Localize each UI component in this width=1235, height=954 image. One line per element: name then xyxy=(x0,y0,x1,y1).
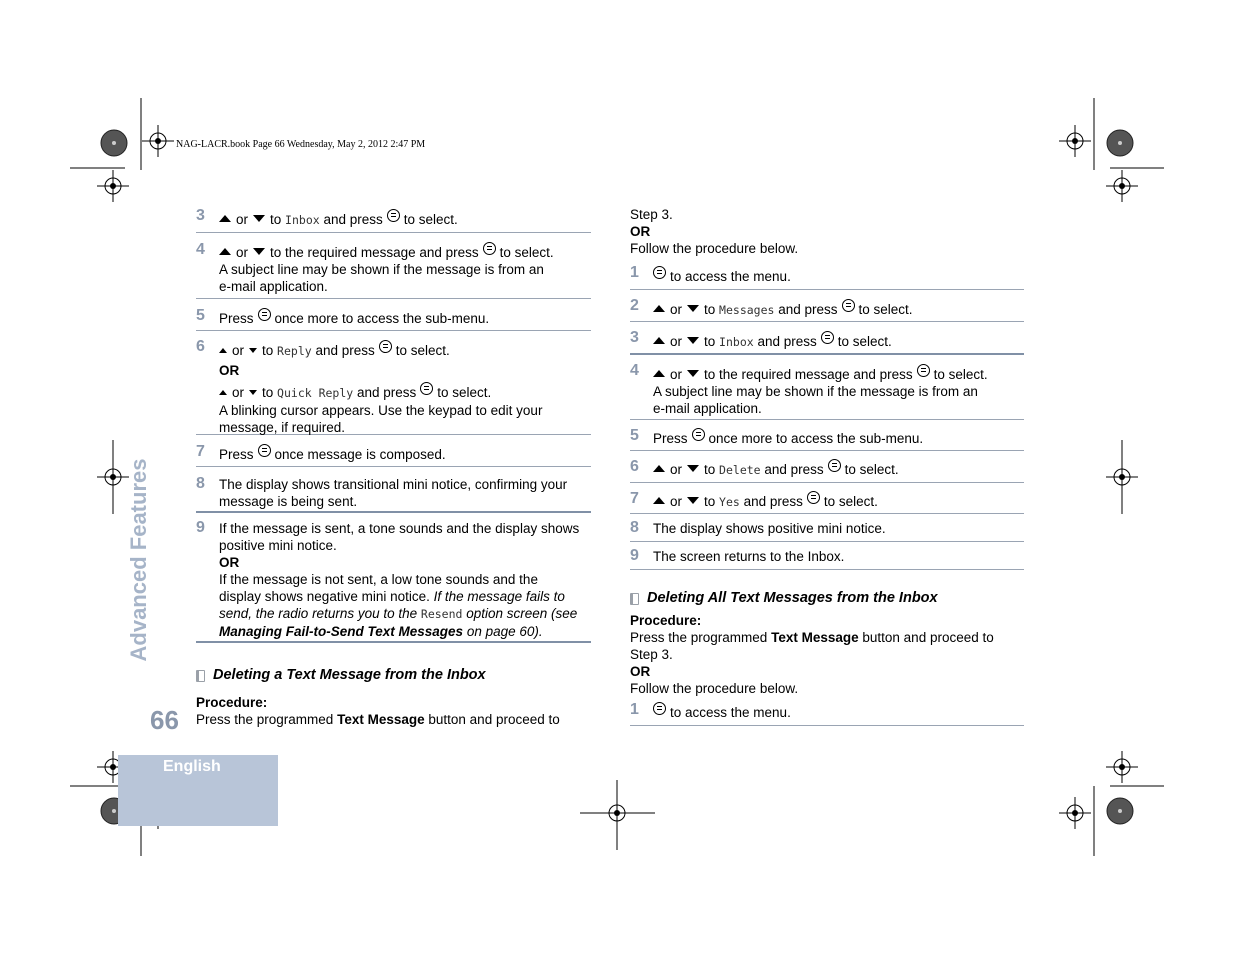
menu-ok-button-icon xyxy=(258,308,271,321)
procedure-text: Press the programmed Text Message button and proceed to xyxy=(196,712,560,727)
up-arrow-icon xyxy=(653,337,665,344)
menu-ok-button-icon xyxy=(483,242,496,255)
menu-ok-button-icon xyxy=(821,331,834,344)
menu-ok-button-icon xyxy=(653,702,666,715)
down-arrow-icon xyxy=(249,390,257,395)
up-arrow-icon xyxy=(653,305,665,312)
step-4: 4 or to the required message and press to select. A subject line may be shown if the message is from an e-mail application. xyxy=(630,355,1024,420)
menu-ok-button-icon xyxy=(258,444,271,457)
page-number: 66 xyxy=(150,705,179,735)
step-number: 8 xyxy=(196,475,205,492)
step-9: 9 The screen returns to the Inbox. xyxy=(630,542,1024,570)
cross-reference-link[interactable]: Managing Fail-to-Send Text Messages xyxy=(219,624,464,639)
step-1: 1 to access the menu. xyxy=(630,697,1024,726)
step-number: 7 xyxy=(196,443,205,460)
up-arrow-icon xyxy=(653,497,665,504)
step-2: 2 or to Messages and press to select. xyxy=(630,290,1024,322)
menu-ok-button-icon xyxy=(653,266,666,279)
up-arrow-icon xyxy=(219,348,227,353)
step-number: 4 xyxy=(630,362,639,379)
menu-ok-button-icon xyxy=(842,299,855,312)
menu-item: Yes xyxy=(719,495,740,509)
step-number: 8 xyxy=(630,519,639,536)
up-arrow-icon xyxy=(653,370,665,377)
down-arrow-icon xyxy=(253,215,265,222)
menu-item: Reply xyxy=(277,344,312,358)
menu-item: Resend xyxy=(420,607,463,621)
menu-item: Inbox xyxy=(285,213,320,227)
step-number: 1 xyxy=(630,264,639,281)
step-8: 8 The display shows positive mini notice. xyxy=(630,514,1024,542)
step-7: 7 or to Yes and press to select. xyxy=(630,483,1024,514)
step-6: 6 or to Delete and press to select. xyxy=(630,451,1024,483)
down-arrow-icon xyxy=(687,305,699,312)
step-7: 7 Press once message is composed. xyxy=(196,435,591,467)
step-number: 1 xyxy=(630,701,639,718)
down-arrow-icon xyxy=(687,370,699,377)
step-number: 6 xyxy=(630,458,639,475)
menu-ok-button-icon xyxy=(420,382,433,395)
step-5: 5 Press once more to access the sub-menu. xyxy=(196,299,591,331)
down-arrow-icon xyxy=(687,337,699,344)
step-number: 5 xyxy=(630,427,639,444)
down-arrow-icon xyxy=(687,465,699,472)
up-arrow-icon xyxy=(219,215,231,222)
step-6: 6 or to Reply and press to select. OR or to Quick Reply and press to select. A blinking cursor appears. Use the keypad to edit your message, if required. xyxy=(196,331,591,435)
menu-item: Delete xyxy=(719,463,761,477)
up-arrow-icon xyxy=(219,248,231,255)
step-9: 9 If the message is sent, a tone sounds and the display shows positive mini notice. OR If the message is not sent, a low tone sounds and the display shows negative mini notice. If the message fails to send, the radio returns you to the Resend option screen (see Managing Fail-to-Send Text Messages on page 60). xyxy=(196,513,591,643)
step-3: 3 or to Inbox and press to select. xyxy=(630,322,1024,355)
down-arrow-icon xyxy=(249,348,257,353)
book-icon xyxy=(630,593,639,605)
step-number: 5 xyxy=(196,307,205,324)
book-info-header: NAG-LACR.book Page 66 Wednesday, May 2, 2012 2:47 PM xyxy=(176,139,426,150)
up-arrow-icon xyxy=(653,465,665,472)
step-number: 4 xyxy=(196,241,205,258)
step-number: 3 xyxy=(630,329,639,346)
step-number: 2 xyxy=(630,297,639,314)
menu-ok-button-icon xyxy=(692,428,705,441)
menu-ok-button-icon xyxy=(807,491,820,504)
book-icon xyxy=(196,670,205,682)
step-3 xyxy=(196,207,591,233)
section-heading: Deleting a Text Message from the Inbox xyxy=(196,667,591,684)
step-number: 7 xyxy=(630,490,639,507)
section-heading: Deleting All Text Messages from the Inbox xyxy=(630,590,1024,607)
step-number: 6 xyxy=(196,338,205,355)
menu-ok-button-icon xyxy=(387,209,400,222)
language-tab: English xyxy=(118,755,278,826)
step-number: 9 xyxy=(630,547,639,564)
right-column: Step 3. OR Follow the procedure below. 1 to access the menu. 2 or to Messages and press to select. 3 or to Inbox and press to select. 4 or to the required message and press to select. A subject line may be shown if the message is from an e-mail application. 5 Press once more to access the sub-menu. 6 or to Delete and press to select. 7 or to Yes and press to select. 8 The display shows positive mini notice. 9 The screen returns to the Inbox. Deleting All Text Messages from the Inbox Procedure: Press the programmed Text Message button and proceed to Step 3. OR Follow the procedure below. 1 to access the menu. xyxy=(630,206,1024,726)
procedure-label: Procedure: xyxy=(196,695,268,710)
step-number: 9 xyxy=(196,519,205,536)
step-8: 8 The display shows transitional mini notice, confirming your message is being sent. xyxy=(196,467,591,513)
procedure-text: Press the programmed Text Message button and proceed to xyxy=(630,630,994,645)
left-column xyxy=(196,207,591,728)
menu-ok-button-icon xyxy=(379,340,392,353)
menu-ok-button-icon xyxy=(828,459,841,472)
menu-ok-button-icon xyxy=(917,364,930,377)
chapter-side-tab: Advanced Features xyxy=(126,458,151,662)
step-4: 4 or to the required message and press to select. A subject line may be shown if the message is from an e-mail application. xyxy=(196,233,591,299)
menu-item: Messages xyxy=(719,303,775,317)
step-text: or to Inbox and press to select. xyxy=(219,209,614,229)
step-5: 5 Press once more to access the sub-menu. xyxy=(630,420,1024,451)
step-1: 1 to access the menu. xyxy=(630,257,1024,290)
procedure-label: Procedure: xyxy=(630,613,702,628)
up-arrow-icon xyxy=(219,390,227,395)
down-arrow-icon xyxy=(253,248,265,255)
menu-item: Quick Reply xyxy=(277,386,354,400)
step-number: 3 xyxy=(196,207,205,224)
down-arrow-icon xyxy=(687,497,699,504)
menu-item: Inbox xyxy=(719,335,754,349)
